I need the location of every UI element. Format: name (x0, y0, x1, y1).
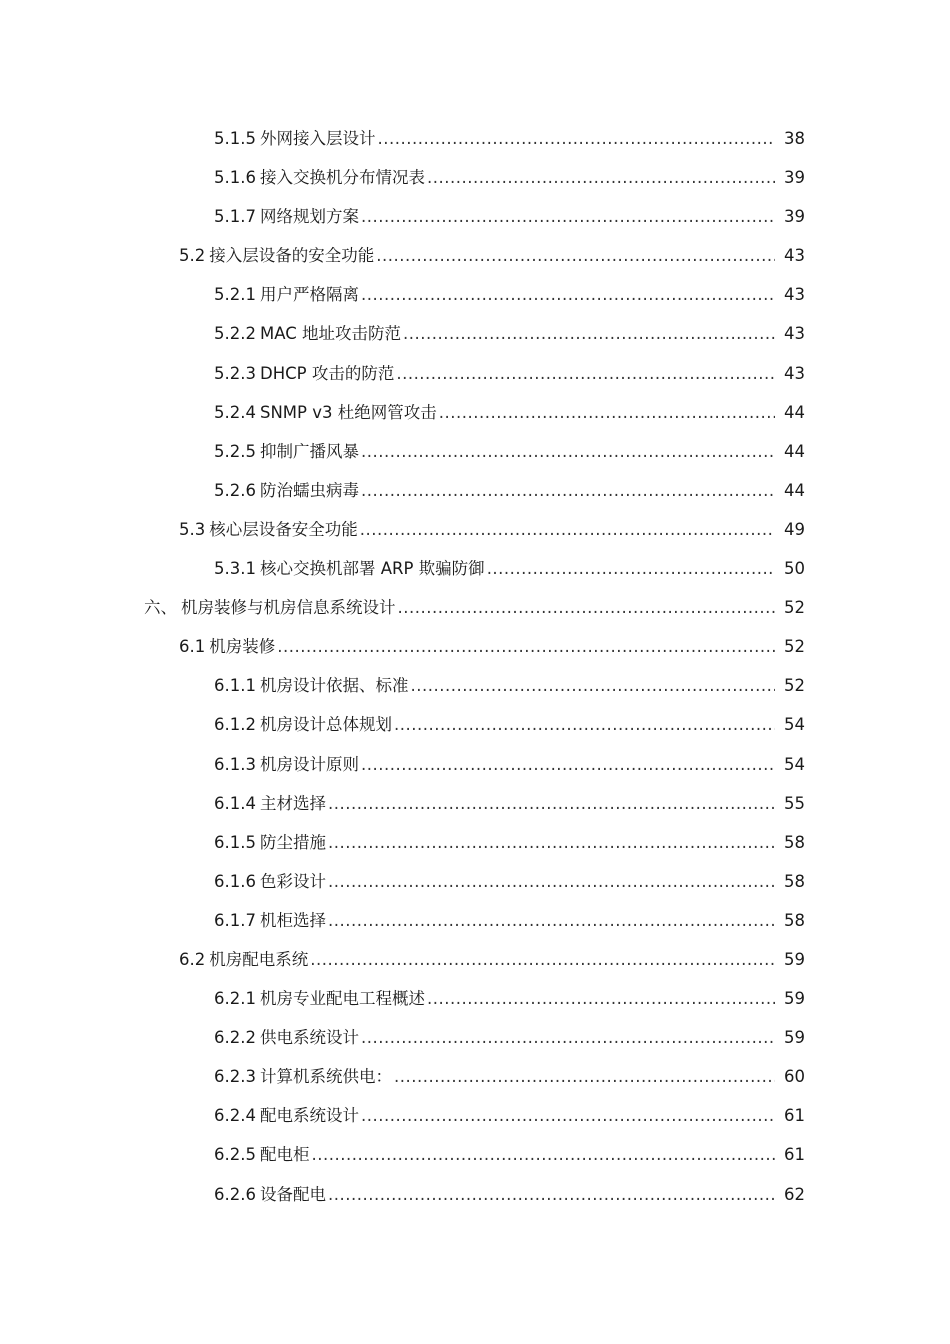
toc-entry[interactable] (0, 158, 950, 197)
toc-entry-page-number: 54 (784, 715, 805, 735)
toc-entry-number: 6.1.1 (214, 676, 256, 696)
toc-entry-title: 防治蠕虫病毒 (259, 480, 359, 500)
toc-entry-page-number: 58 (784, 871, 805, 891)
toc-entry[interactable] (0, 627, 950, 666)
toc-entry-number: 6.2.6 (214, 1184, 256, 1204)
toc-entry-number: 5.2.2 (214, 324, 256, 344)
toc-entry[interactable] (0, 354, 950, 393)
toc-entry[interactable] (0, 549, 950, 588)
toc-entry-title: 外网接入层设计 (259, 129, 376, 148)
toc-entry-number: 5.1.5 (214, 129, 256, 148)
toc-entry-number: 6.2.4 (214, 1106, 256, 1126)
toc-dot-leader (277, 627, 775, 666)
toc-dot-leader (394, 1057, 775, 1096)
toc-entry-page-number: 49 (784, 519, 805, 539)
toc-entry[interactable] (0, 745, 950, 784)
toc-dot-leader (396, 354, 775, 393)
toc-entry[interactable] (0, 197, 950, 236)
toc-entry-number: 6.1.2 (214, 715, 256, 735)
toc-entry-title: DHCP 攻击的防范 (259, 363, 395, 383)
toc-entry[interactable] (0, 314, 950, 353)
table-of-contents (0, 119, 950, 1214)
toc-entry-title: 机房装修 (209, 637, 276, 657)
toc-dot-leader (361, 1096, 775, 1135)
toc-entry-title: 机房配电系统 (209, 949, 309, 969)
toc-entry-title: 网络规划方案 (259, 207, 359, 227)
toc-entry[interactable] (0, 275, 950, 314)
toc-entry-page-number: 55 (784, 793, 805, 813)
toc-entry-page-number: 52 (784, 598, 805, 618)
toc-entry[interactable] (0, 510, 950, 549)
toc-entry-title: 机柜选择 (259, 910, 326, 930)
toc-entry-number: 5.2.3 (214, 363, 256, 383)
toc-dot-leader (360, 510, 775, 549)
toc-entry[interactable] (0, 119, 950, 158)
toc-dot-leader (394, 705, 775, 744)
toc-entry-number: 6.1 (179, 637, 206, 657)
toc-entry-title: 用户严格隔离 (259, 285, 359, 305)
toc-dot-leader (311, 1135, 775, 1174)
toc-dot-leader (403, 314, 775, 353)
toc-entry-title: 机房装修与机房信息系统设计 (181, 598, 396, 618)
toc-entry-page-number: 52 (784, 637, 805, 657)
toc-entry-page-number: 61 (784, 1145, 805, 1165)
toc-entry-title: 机房专业配电工程概述 (259, 989, 425, 1009)
toc-entry-number: 6.2.5 (214, 1145, 256, 1165)
toc-entry[interactable] (0, 471, 950, 510)
toc-entry-title: 机房设计依据、标准 (259, 676, 409, 696)
toc-entry-title: MAC 地址攻击防范 (259, 324, 401, 344)
toc-dot-leader (376, 236, 775, 275)
toc-entry[interactable] (0, 1175, 950, 1214)
toc-dot-leader (361, 745, 775, 784)
toc-entry-page-number: 59 (784, 989, 805, 1009)
toc-dot-leader (361, 197, 775, 236)
toc-entry-title: 配电柜 (259, 1145, 310, 1165)
toc-entry-title: 接入交换机分布情况表 (259, 168, 425, 188)
toc-dot-leader (361, 432, 775, 471)
toc-entry-title: 主材选择 (259, 793, 326, 813)
toc-entry-number: 6.2.1 (214, 989, 256, 1009)
toc-dot-leader (361, 1018, 775, 1057)
toc-entry-page-number: 62 (784, 1184, 805, 1204)
toc-dot-leader (398, 588, 776, 627)
toc-entry-title: 机房设计原则 (259, 754, 359, 774)
toc-entry[interactable] (0, 1018, 950, 1057)
toc-entry-title: 配电系统设计 (259, 1106, 359, 1126)
toc-dot-leader (487, 549, 775, 588)
toc-dot-leader (328, 862, 775, 901)
toc-entry-title: SNMP v3 杜绝网管攻击 (259, 402, 437, 422)
toc-dot-leader (361, 275, 775, 314)
toc-entry-number: 6.2.3 (214, 1067, 256, 1087)
toc-entry-number: 5.2.5 (214, 441, 256, 461)
toc-entry-page-number: 60 (784, 1067, 805, 1087)
toc-entry-title: 色彩设计 (259, 871, 326, 891)
toc-entry-page-number: 43 (784, 246, 805, 266)
toc-entry-number: 6.1.6 (214, 871, 256, 891)
toc-entry-page-number: 44 (784, 480, 805, 500)
toc-entry-number: 6.2.2 (214, 1028, 256, 1048)
toc-entry[interactable] (0, 862, 950, 901)
toc-entry-page-number: 39 (784, 168, 805, 188)
toc-entry-page-number: 52 (784, 676, 805, 696)
toc-entry[interactable] (0, 236, 950, 275)
toc-entry-number: 5.2 (179, 246, 206, 266)
toc-entry-page-number: 43 (784, 324, 805, 344)
toc-dot-leader (310, 940, 775, 979)
toc-entry[interactable] (0, 823, 950, 862)
toc-dot-leader (328, 901, 775, 940)
toc-entry-page-number: 38 (784, 129, 805, 148)
toc-entry-number: 5.1.7 (214, 207, 256, 227)
toc-entry-title: 供电系统设计 (259, 1028, 359, 1048)
toc-entry-title: 设备配电 (259, 1184, 326, 1204)
toc-entry-page-number: 61 (784, 1106, 805, 1126)
toc-dot-leader (328, 1175, 775, 1214)
toc-dot-leader (427, 979, 775, 1018)
toc-entry-page-number: 50 (784, 559, 805, 579)
toc-entry[interactable] (0, 940, 950, 979)
toc-dot-leader (328, 823, 775, 862)
toc-entry-title: 计算机系统供电： (259, 1067, 392, 1087)
toc-entry[interactable] (0, 432, 950, 471)
toc-dot-leader (427, 158, 775, 197)
toc-entry-number: 5.1.6 (214, 168, 256, 188)
toc-entry-number: 6.1.5 (214, 832, 256, 852)
toc-entry[interactable] (0, 1096, 950, 1135)
toc-entry-page-number: 59 (784, 949, 805, 969)
toc-entry-title: 核心交换机部署 ARP 欺骗防御 (259, 559, 485, 579)
toc-entry[interactable] (0, 1135, 950, 1174)
toc-entry[interactable] (0, 588, 950, 627)
toc-entry-number: 6.2 (179, 949, 206, 969)
toc-entry-page-number: 39 (784, 207, 805, 227)
toc-entry-title: 防尘措施 (259, 832, 326, 852)
toc-entry-page-number: 58 (784, 832, 805, 852)
toc-entry[interactable] (0, 979, 950, 1018)
toc-entry-number: 6.1.4 (214, 793, 256, 813)
toc-entry-page-number: 44 (784, 441, 805, 461)
toc-entry-page-number: 43 (784, 285, 805, 305)
toc-entry-number: 5.3 (179, 519, 206, 539)
toc-entry-page-number: 58 (784, 910, 805, 930)
toc-entry[interactable] (0, 1057, 950, 1096)
toc-dot-leader (439, 393, 775, 432)
toc-entry-number: 6.1.7 (214, 910, 256, 930)
toc-entry-number: 5.2.4 (214, 402, 256, 422)
toc-dot-leader (410, 666, 775, 705)
toc-entry-page-number: 43 (784, 363, 805, 383)
toc-entry-number: 6.1.3 (214, 754, 256, 774)
toc-entry-number: 5.2.6 (214, 480, 256, 500)
toc-entry-title: 抑制广播风暴 (259, 441, 359, 461)
toc-dot-leader (361, 471, 775, 510)
toc-dot-leader (377, 119, 775, 158)
toc-entry-page-number: 59 (784, 1028, 805, 1048)
toc-entry-number: 5.3.1 (214, 559, 256, 579)
toc-entry-number: 5.2.1 (214, 285, 256, 305)
toc-entry[interactable] (0, 901, 950, 940)
toc-entry[interactable] (0, 666, 950, 705)
toc-entry[interactable] (0, 784, 950, 823)
toc-entry[interactable] (0, 393, 950, 432)
toc-entry[interactable] (0, 705, 950, 744)
toc-entry-title: 机房设计总体规划 (259, 715, 392, 735)
toc-entry-number: 六、 (144, 598, 177, 618)
toc-entry-title: 接入层设备的安全功能 (209, 246, 375, 266)
toc-entry-page-number: 44 (784, 402, 805, 422)
toc-dot-leader (328, 784, 775, 823)
toc-entry-title: 核心层设备安全功能 (209, 519, 358, 539)
toc-entry-page-number: 54 (784, 754, 805, 774)
